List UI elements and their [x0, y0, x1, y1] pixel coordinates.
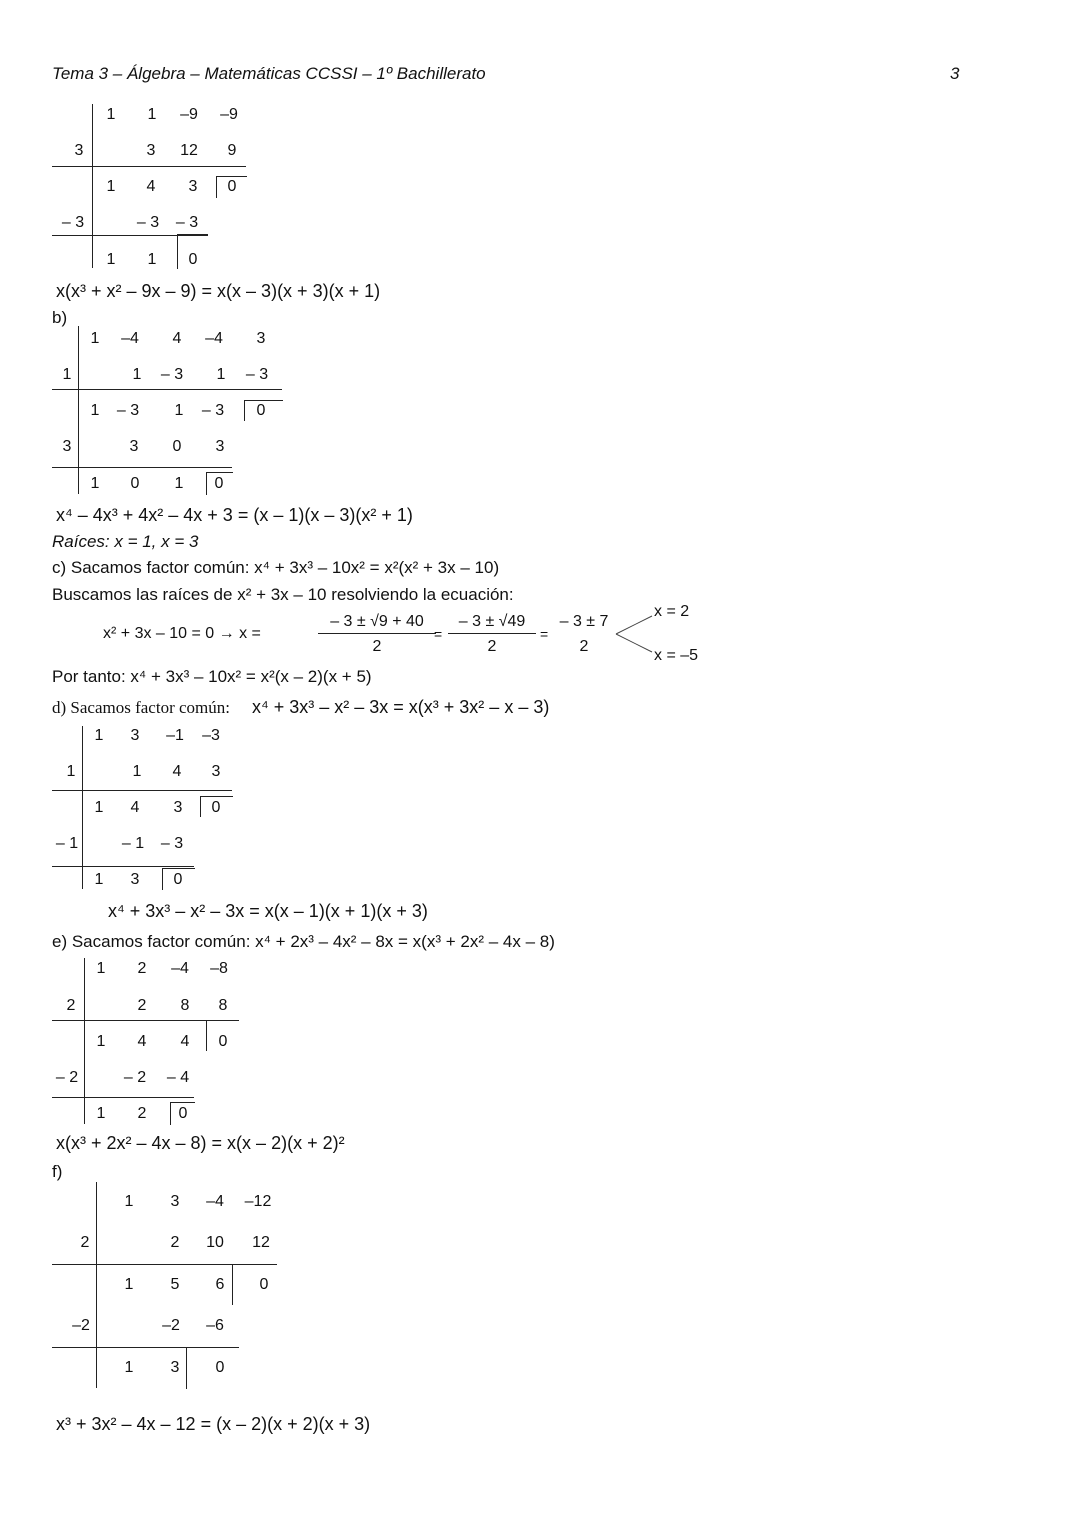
cell: – 3 — [201, 402, 225, 419]
solution-1: x = 2 — [654, 603, 690, 620]
cell: –1 — [166, 727, 184, 744]
cell: 3 — [146, 142, 156, 159]
cell: 3 — [211, 763, 221, 780]
cell: 3 — [170, 1359, 180, 1376]
divisor: –2 — [72, 1317, 90, 1334]
fraction-2-denominator: 2 — [487, 638, 497, 655]
cell: 1 — [90, 330, 100, 347]
cell: 6 — [215, 1276, 225, 1293]
factorization-f: x³ + 3x² – 4x – 12 = (x – 2)(x + 2)(x + 3) — [56, 1414, 371, 1434]
cell: – 3 — [160, 835, 184, 852]
section-label-b: b) — [52, 308, 68, 327]
divisor: 1 — [62, 366, 72, 383]
cell: 4 — [146, 178, 156, 195]
cell: 1 — [132, 763, 142, 780]
cell: – 3 — [175, 214, 199, 231]
cell: 1 — [94, 799, 104, 816]
divisor: – 1 — [55, 835, 79, 852]
cell: 3 — [129, 438, 139, 455]
part-e-line: e) Sacamos factor común: x⁴ + 2x³ – 4x² – 8x = x(x³ + 2x² – 4x – 8) — [52, 932, 555, 951]
factorization-b: x⁴ – 4x³ + 4x² – 4x + 3 = (x – 1)(x – 3)(x² + 1) — [56, 505, 413, 525]
cell: 1 — [124, 1359, 134, 1376]
cell: –4 — [121, 330, 139, 347]
cell: 1 — [96, 960, 106, 977]
equals-sign: = — [540, 626, 549, 642]
cell: 4 — [172, 330, 182, 347]
cell: 1 — [96, 1105, 106, 1122]
cell: 1 — [174, 475, 184, 492]
cell: –8 — [210, 960, 228, 977]
cell: 1 — [106, 178, 116, 195]
cell: 2 — [137, 960, 147, 977]
cell: – 3 — [116, 402, 140, 419]
cell: –4 — [205, 330, 223, 347]
cell: – 3 — [160, 366, 184, 383]
cell: 4 — [180, 1033, 190, 1050]
remainder: 0 — [256, 402, 266, 419]
remainder: 0 — [178, 1105, 188, 1122]
page-header-title: Tema 3 – Álgebra – Matemáticas CCSSI – 1º Bachillerato — [52, 64, 486, 83]
cell: –4 — [206, 1193, 224, 1210]
cell: 1 — [174, 402, 184, 419]
remainder: 0 — [215, 1359, 225, 1376]
part-c-line1: c) Sacamos factor común: x⁴ + 3x³ – 10x² = x²(x² + 3x – 10) — [52, 558, 500, 577]
cell: – 3 — [136, 214, 160, 231]
cell: 4 — [137, 1033, 147, 1050]
section-label-f: f) — [52, 1162, 63, 1181]
cell: 1 — [147, 106, 157, 123]
divisor: 3 — [62, 438, 72, 455]
cell: 1 — [124, 1276, 134, 1293]
remainder: 0 — [211, 799, 221, 816]
cell: 5 — [170, 1276, 180, 1293]
cell: 3 — [188, 178, 198, 195]
cell: 2 — [137, 1105, 147, 1122]
remainder: 0 — [218, 1033, 228, 1050]
fraction-2-numerator: – 3 ± √49 — [458, 613, 526, 630]
part-d-prefix: d) Sacamos factor común: — [52, 698, 230, 717]
factorization-c: Por tanto: x⁴ + 3x³ – 10x² = x²(x – 2)(x + 5) — [52, 667, 372, 686]
factorization-a: x(x³ + x² – 9x – 9) = x(x – 3)(x + 3)(x + 1) — [56, 281, 381, 301]
divisor: 3 — [74, 142, 84, 159]
cell: –9 — [220, 106, 238, 123]
cell: 3 — [215, 438, 225, 455]
cell: 1 — [132, 366, 142, 383]
cell: 3 — [130, 727, 140, 744]
cell: 10 — [206, 1234, 224, 1251]
cell: –4 — [171, 960, 189, 977]
part-d-expression: x⁴ + 3x³ – x² – 3x = x(x³ + 3x² – x – 3) — [252, 697, 550, 717]
cell: 2 — [170, 1234, 180, 1251]
fraction-1-numerator: – 3 ± √9 + 40 — [330, 613, 424, 630]
cell: – 2 — [123, 1069, 147, 1086]
cell: 4 — [172, 763, 182, 780]
cell: 1 — [90, 475, 100, 492]
cell: 8 — [218, 997, 228, 1014]
factorization-e: x(x³ + 2x² – 4x – 8) = x(x – 2)(x + 2)² — [56, 1133, 345, 1153]
roots-b: Raíces: x = 1, x = 3 — [52, 532, 199, 551]
divisor: 2 — [66, 997, 76, 1014]
page-number: 3 — [950, 64, 960, 83]
cell: –3 — [202, 727, 220, 744]
cell: –6 — [206, 1317, 224, 1334]
cell: 2 — [137, 997, 147, 1014]
fraction-3-numerator: – 3 ± 7 — [559, 613, 609, 630]
quadratic-equation: x² + 3x – 10 = 0 → x = — [103, 625, 261, 642]
cell: 1 — [106, 106, 116, 123]
cell: 0 — [172, 438, 182, 455]
cell: 1 — [124, 1193, 134, 1210]
cell: 1 — [106, 251, 116, 268]
cell: –2 — [162, 1317, 180, 1334]
remainder: 0 — [214, 475, 224, 492]
branch-arrows-icon — [614, 614, 654, 654]
cell: –9 — [180, 106, 198, 123]
cell: 3 — [256, 330, 266, 347]
divisor: – 2 — [55, 1069, 79, 1086]
cell: – 3 — [245, 366, 269, 383]
equals-sign: = — [434, 626, 443, 642]
divisor: – 3 — [61, 214, 85, 231]
fraction-1-denominator: 2 — [372, 638, 382, 655]
cell: 3 — [130, 871, 140, 888]
cell: 3 — [173, 799, 183, 816]
cell: –12 — [244, 1193, 272, 1210]
cell: 12 — [252, 1234, 270, 1251]
divisor: 1 — [66, 763, 76, 780]
divisor: 2 — [80, 1234, 90, 1251]
remainder: 0 — [173, 871, 183, 888]
cell: 9 — [227, 142, 237, 159]
cell: 1 — [216, 366, 226, 383]
cell: 1 — [94, 871, 104, 888]
cell: 1 — [96, 1033, 106, 1050]
remainder: 0 — [259, 1276, 269, 1293]
remainder: 0 — [188, 251, 198, 268]
cell: – 1 — [121, 835, 145, 852]
remainder: 0 — [227, 178, 237, 195]
cell: 12 — [180, 142, 198, 159]
cell: – 4 — [166, 1069, 190, 1086]
factorization-d: x⁴ + 3x³ – x² – 3x = x(x – 1)(x + 1)(x + 3) — [108, 901, 428, 921]
cell: 1 — [90, 402, 100, 419]
fraction-3-denominator: 2 — [579, 638, 589, 655]
cell: 0 — [130, 475, 140, 492]
solution-2: x = –5 — [654, 647, 699, 664]
cell: 8 — [180, 997, 190, 1014]
cell: 1 — [147, 251, 157, 268]
cell: 3 — [170, 1193, 180, 1210]
part-c-line2: Buscamos las raíces de x² + 3x – 10 resolviendo la ecuación: — [52, 585, 514, 604]
cell: 4 — [130, 799, 140, 816]
cell: 1 — [94, 727, 104, 744]
